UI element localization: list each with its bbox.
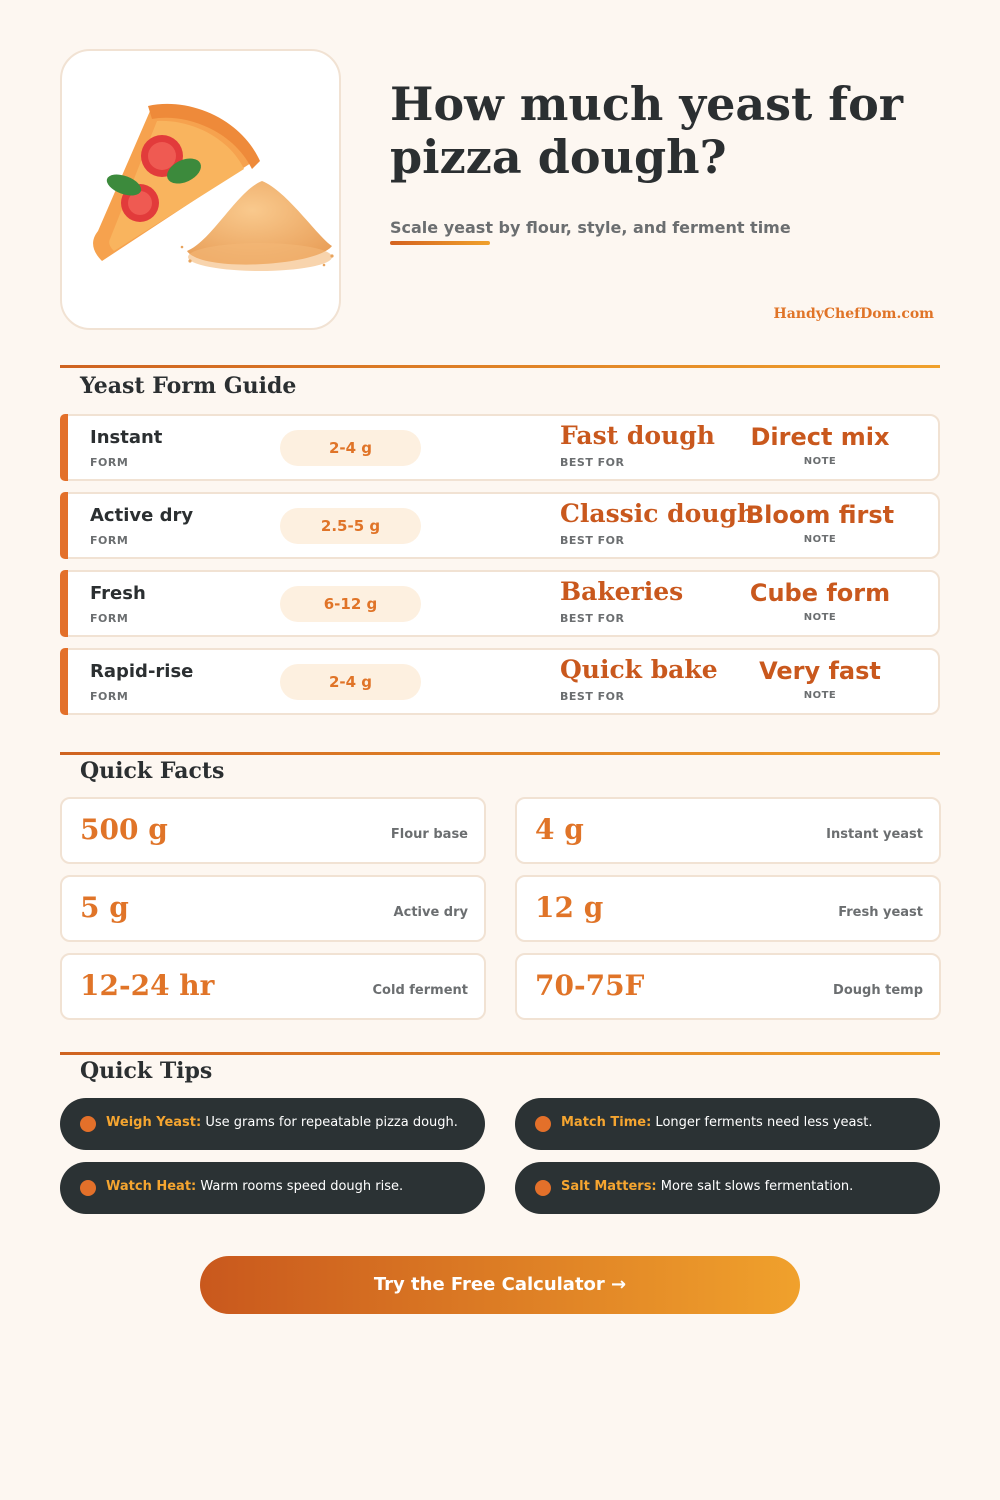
tip-pill	[515, 1098, 940, 1150]
note-label: NOTE	[803, 456, 837, 467]
bullet-dot-icon	[535, 1180, 551, 1196]
amount-pill: 2-4 g	[280, 430, 421, 466]
tip-pill	[515, 1162, 940, 1214]
yeast-guide-title: Yeast Form Guide	[80, 373, 297, 399]
bullet-dot-icon	[535, 1116, 551, 1132]
amount-pill: 2-4 g	[280, 664, 421, 700]
subtitle-underline	[390, 241, 490, 245]
yeast-row-active-dry	[60, 492, 940, 559]
form-name: Active dry	[90, 505, 194, 526]
tip-pill	[60, 1162, 485, 1214]
fact-card	[60, 953, 486, 1020]
tip-key: Watch Heat:	[106, 1179, 197, 1194]
tip-pill	[60, 1098, 485, 1150]
form-name: Instant	[90, 427, 163, 448]
form-name: Rapid-rise	[90, 661, 194, 682]
hero-image	[60, 49, 341, 330]
best-for-value: Quick bake	[560, 655, 718, 684]
fact-card	[515, 875, 941, 942]
best-for-value: Bakeries	[560, 577, 684, 606]
tip-text: More salt slows fermentation.	[656, 1179, 854, 1194]
fact-card	[60, 797, 486, 864]
fact-value: 12 g	[535, 891, 604, 924]
row-accent-bar	[60, 414, 68, 481]
note-value: Very fast	[759, 657, 881, 685]
note-label: NOTE	[803, 612, 837, 623]
fact-label: Dough temp	[833, 983, 923, 998]
section-divider	[60, 365, 940, 368]
fact-value: 500 g	[80, 813, 168, 846]
form-label: FORM	[90, 534, 129, 547]
yeast-row-rapid-rise	[60, 648, 940, 715]
tip-key: Salt Matters:	[561, 1179, 657, 1194]
section-divider	[60, 752, 940, 755]
amount-pill: 2.5-5 g	[280, 508, 421, 544]
fact-label: Fresh yeast	[838, 905, 923, 920]
amount-pill: 6-12 g	[280, 586, 421, 622]
fact-label: Active dry	[393, 905, 468, 920]
pizza-and-yeast-icon	[62, 51, 341, 330]
note-label: NOTE	[803, 534, 837, 545]
best-for-value: Classic dough	[560, 499, 756, 528]
site-link[interactable]: HandyChefDom.com	[773, 306, 934, 322]
fact-value: 5 g	[80, 891, 129, 924]
fact-value: 12-24 hr	[80, 969, 215, 1002]
try-calculator-button[interactable]: Try the Free Calculator →	[200, 1256, 800, 1314]
fact-label: Flour base	[390, 827, 468, 842]
page-subtitle: Scale yeast by flour, style, and ferment time	[390, 218, 791, 237]
row-accent-bar	[60, 570, 68, 637]
tip-key: Match Time:	[561, 1115, 652, 1130]
note-value: Cube form	[749, 579, 891, 607]
fact-label: Instant yeast	[826, 827, 923, 842]
fact-card	[515, 797, 941, 864]
note-value: Bloom first	[745, 501, 895, 529]
note-value: Direct mix	[750, 423, 890, 451]
bullet-dot-icon	[80, 1180, 96, 1196]
quick-tips-title: Quick Tips	[80, 1058, 213, 1084]
form-label: FORM	[90, 690, 129, 703]
best-for-label: BEST FOR	[560, 612, 625, 625]
row-accent-bar	[60, 648, 68, 715]
fact-card	[60, 875, 486, 942]
fact-value: 70-75F	[535, 969, 645, 1002]
tip-text: Warm rooms speed dough rise.	[196, 1179, 404, 1194]
form-label: FORM	[90, 456, 129, 469]
tip-text: Use grams for repeatable pizza dough.	[201, 1115, 458, 1130]
section-divider	[60, 1052, 940, 1055]
best-for-label: BEST FOR	[560, 690, 625, 703]
form-label: FORM	[90, 612, 129, 625]
yeast-row-instant	[60, 414, 940, 481]
best-for-label: BEST FOR	[560, 534, 625, 547]
tip-text: Longer ferments need less yeast.	[651, 1115, 873, 1130]
quick-facts-title: Quick Facts	[80, 758, 225, 784]
best-for-label: BEST FOR	[560, 456, 625, 469]
row-accent-bar	[60, 492, 68, 559]
fact-card	[515, 953, 941, 1020]
form-name: Fresh	[90, 583, 146, 604]
bullet-dot-icon	[80, 1116, 96, 1132]
fact-label: Cold ferment	[372, 983, 468, 998]
tip-key: Weigh Yeast:	[106, 1115, 202, 1130]
fact-value: 4 g	[535, 813, 584, 846]
best-for-value: Fast dough	[560, 421, 715, 450]
yeast-row-fresh	[60, 570, 940, 637]
note-label: NOTE	[803, 690, 837, 701]
page-title: How much yeast for pizza dough?	[390, 77, 904, 184]
